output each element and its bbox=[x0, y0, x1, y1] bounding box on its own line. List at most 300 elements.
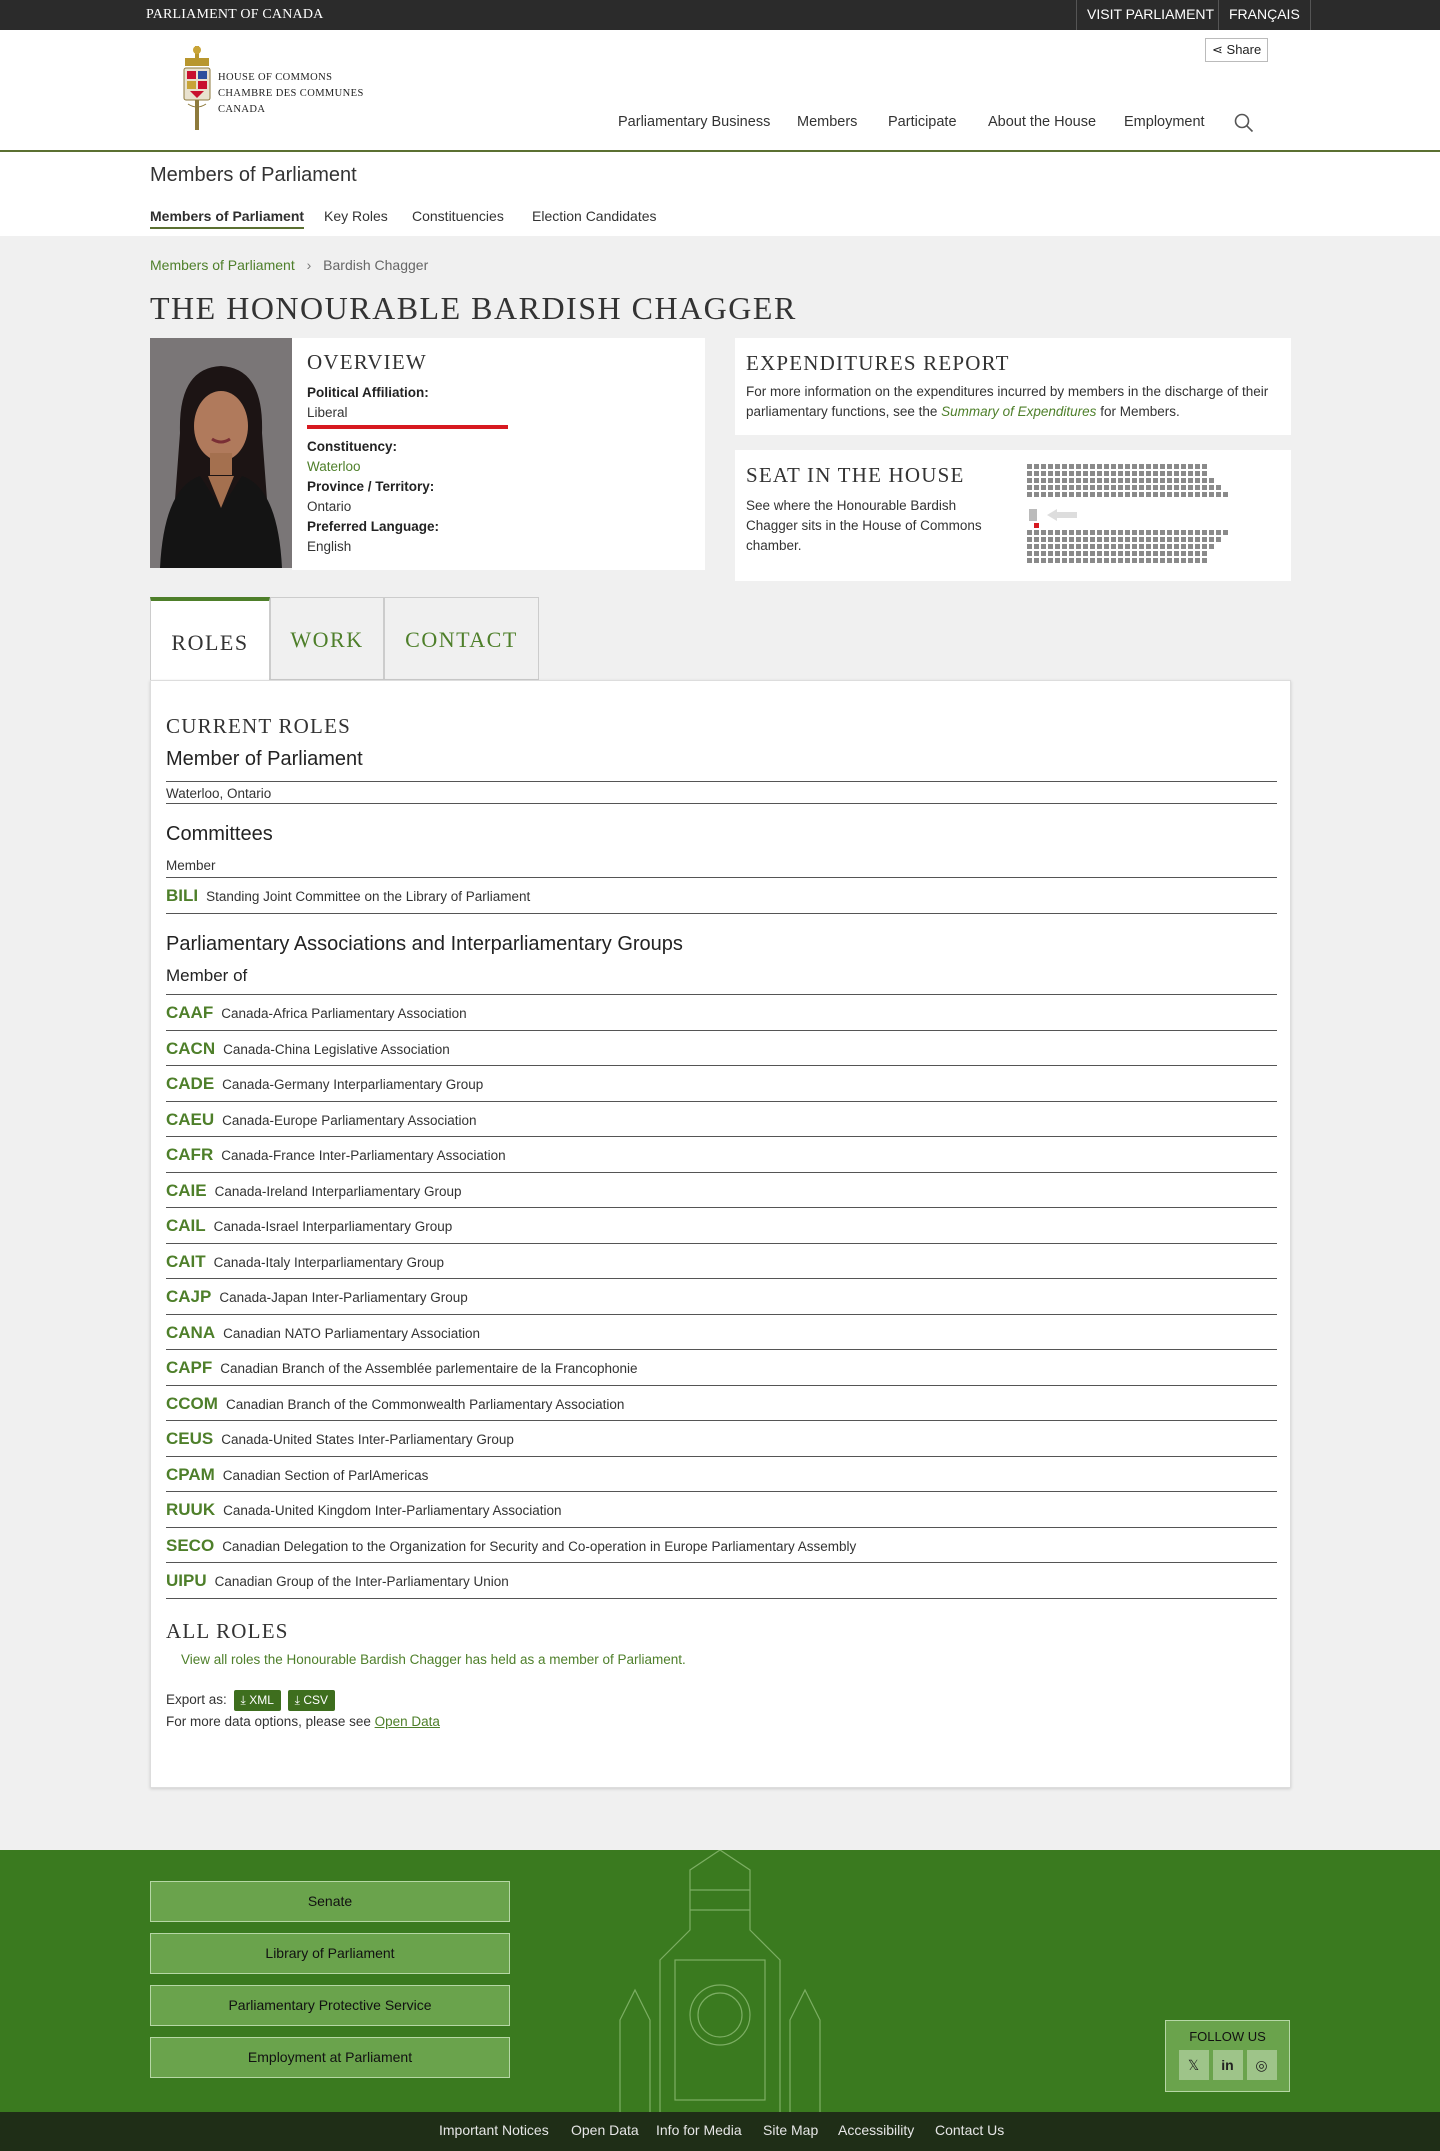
seat bbox=[1111, 478, 1116, 483]
association-row bbox=[166, 1386, 1277, 1422]
association-name: Canada-Italy Interparliamentary Group bbox=[213, 1254, 445, 1270]
footer-important-notices[interactable]: Important Notices bbox=[439, 2122, 549, 2138]
seat bbox=[1062, 537, 1067, 542]
seat bbox=[1027, 530, 1032, 535]
seat bbox=[1202, 551, 1207, 556]
seat bbox=[1188, 537, 1193, 542]
seat bbox=[1125, 551, 1130, 556]
export-xml-button[interactable] bbox=[234, 1690, 281, 1711]
association-code[interactable]: CEUS bbox=[166, 1429, 214, 1448]
seat bbox=[1055, 537, 1060, 542]
association-code[interactable]: CAAF bbox=[166, 1003, 214, 1022]
seat bbox=[1188, 544, 1193, 549]
association-name: Canada-France Inter-Parliamentary Association bbox=[221, 1148, 506, 1163]
seat bbox=[1062, 464, 1067, 469]
seat bbox=[1048, 537, 1053, 542]
seat bbox=[1083, 551, 1088, 556]
seat bbox=[1125, 464, 1130, 469]
logo-line-2: CHAMBRE DES COMMUNES bbox=[218, 88, 364, 99]
seat bbox=[1139, 558, 1144, 563]
seat bbox=[1153, 544, 1158, 549]
seat bbox=[1097, 464, 1102, 469]
export-csv-button[interactable] bbox=[288, 1690, 335, 1711]
seat bbox=[1034, 471, 1039, 476]
committee-name: Standing Joint Committee on the Library of Parliament bbox=[206, 889, 531, 904]
seat bbox=[1195, 485, 1200, 490]
section-title: Members of Parliament bbox=[150, 164, 357, 186]
association-name: Canadian Group of the Inter-Parliamentary Union bbox=[214, 1574, 509, 1589]
seat bbox=[1041, 537, 1046, 542]
seat bbox=[1132, 558, 1137, 563]
association-code[interactable]: CAPF bbox=[166, 1358, 213, 1377]
seat bbox=[1055, 492, 1060, 497]
association-code[interactable]: CPAM bbox=[166, 1464, 215, 1484]
roles-panel bbox=[150, 680, 1291, 1788]
seat bbox=[1202, 478, 1207, 483]
share-icon: ⋖ bbox=[1212, 42, 1223, 57]
seat bbox=[1034, 492, 1039, 497]
peace-tower-illustration bbox=[590, 1850, 850, 2112]
francais-link[interactable]: FRANÇAIS bbox=[1218, 0, 1311, 30]
nav-participate[interactable]: Participate bbox=[888, 114, 957, 130]
seat bbox=[1090, 464, 1095, 469]
footer-bottom-bar bbox=[0, 2112, 1440, 2151]
house-of-commons-logo[interactable] bbox=[180, 44, 400, 136]
party-color-bar bbox=[307, 425, 508, 429]
seat bbox=[1062, 544, 1067, 549]
seat bbox=[1048, 558, 1053, 563]
seat bbox=[1146, 464, 1151, 469]
seat bbox=[1125, 537, 1130, 542]
seat bbox=[1209, 485, 1214, 490]
seat bbox=[1034, 551, 1039, 556]
seat bbox=[1118, 537, 1123, 542]
seat bbox=[1160, 492, 1165, 497]
seat bbox=[1188, 464, 1193, 469]
logo-line-3: CANADA bbox=[218, 104, 266, 115]
seat bbox=[1209, 530, 1214, 535]
seat bbox=[1083, 464, 1088, 469]
nav-parliamentary-business[interactable]: Parliamentary Business bbox=[618, 114, 771, 130]
seat bbox=[1125, 544, 1130, 549]
association-code[interactable]: CAJP bbox=[166, 1287, 212, 1306]
seat bbox=[1188, 478, 1193, 483]
tab-work[interactable]: WORK bbox=[270, 597, 384, 680]
seat bbox=[1090, 537, 1095, 542]
seat bbox=[1216, 485, 1221, 490]
seat bbox=[1202, 464, 1207, 469]
subnav-constituencies[interactable]: Constituencies bbox=[412, 208, 504, 224]
footer-accessibility[interactable]: Accessibility bbox=[838, 2122, 915, 2138]
seat bbox=[1069, 478, 1074, 483]
seat bbox=[1174, 485, 1179, 490]
seat bbox=[1160, 551, 1165, 556]
footer-contact-us[interactable]: Contact Us bbox=[935, 2122, 1005, 2138]
export-label: Export as: bbox=[166, 1692, 227, 1707]
seat bbox=[1062, 558, 1067, 563]
seat bbox=[1188, 471, 1193, 476]
tab-contact[interactable]: CONTACT bbox=[384, 597, 539, 680]
seat bbox=[1153, 485, 1158, 490]
seat bbox=[1188, 558, 1193, 563]
seat bbox=[1041, 530, 1046, 535]
overview-heading: OVERVIEW bbox=[307, 350, 427, 374]
constituency-link[interactable]: Waterloo bbox=[307, 459, 361, 474]
seat bbox=[1111, 537, 1116, 542]
seat bbox=[1055, 485, 1060, 490]
association-name: Canada-Africa Parliamentary Association bbox=[221, 1006, 467, 1021]
expenditures-text-after: for Members. bbox=[1096, 404, 1180, 419]
seat bbox=[1209, 492, 1214, 497]
seat bbox=[1048, 478, 1053, 483]
seat bbox=[1202, 544, 1207, 549]
association-code[interactable]: CAIE bbox=[166, 1180, 207, 1200]
seat bbox=[1139, 530, 1144, 535]
seat bbox=[1202, 471, 1207, 476]
seat bbox=[1083, 537, 1088, 542]
seat bbox=[1083, 544, 1088, 549]
seat bbox=[1055, 544, 1060, 549]
seat bbox=[1041, 485, 1046, 490]
association-row bbox=[166, 1031, 1277, 1067]
nav-employment[interactable]: Employment bbox=[1124, 114, 1205, 130]
footer-open-data[interactable]: Open Data bbox=[571, 2122, 639, 2138]
visit-parliament-link[interactable]: VISIT PARLIAMENT bbox=[1076, 0, 1224, 30]
seat bbox=[1118, 492, 1123, 497]
seat bbox=[1195, 558, 1200, 563]
footer-protective-service-link[interactable]: Parliamentary Protective Service bbox=[150, 1985, 510, 2026]
seat bbox=[1167, 558, 1172, 563]
seat bbox=[1104, 492, 1109, 497]
seat bbox=[1076, 492, 1081, 497]
seat bbox=[1146, 558, 1151, 563]
seat-text: See where the Honourable Bardish Chagger sits in the House of Commons chamber. bbox=[746, 498, 982, 553]
share-button[interactable] bbox=[1205, 38, 1268, 62]
seat bbox=[1181, 544, 1186, 549]
seat bbox=[1202, 492, 1207, 497]
subnav-election-candidates[interactable]: Election Candidates bbox=[532, 208, 657, 224]
seat bbox=[1097, 537, 1102, 542]
association-row bbox=[166, 1102, 1277, 1138]
seat bbox=[1076, 478, 1081, 483]
seat bbox=[1027, 558, 1032, 563]
seat bbox=[1097, 471, 1102, 476]
x-icon[interactable]: 𝕏 bbox=[1179, 2050, 1209, 2080]
seat bbox=[1181, 492, 1186, 497]
association-code[interactable]: CANA bbox=[166, 1322, 216, 1342]
seat bbox=[1202, 485, 1207, 490]
seat bbox=[1111, 464, 1116, 469]
seat bbox=[1195, 471, 1200, 476]
committees-sub: Member bbox=[166, 856, 1277, 878]
seat bbox=[1111, 530, 1116, 535]
seat bbox=[1125, 485, 1130, 490]
coat-of-arms-icon bbox=[180, 44, 214, 136]
seat bbox=[1027, 485, 1032, 490]
seat bbox=[1111, 485, 1116, 490]
seat bbox=[1202, 537, 1207, 542]
seat bbox=[1048, 544, 1053, 549]
seat bbox=[1174, 471, 1179, 476]
seat bbox=[1209, 544, 1214, 549]
seat bbox=[1027, 471, 1032, 476]
seat bbox=[1041, 558, 1046, 563]
mp-heading: Member of Parliament bbox=[166, 748, 363, 770]
seat bbox=[1041, 471, 1046, 476]
association-row bbox=[166, 1173, 1277, 1209]
seat bbox=[1027, 492, 1032, 497]
open-data-link[interactable]: Open Data bbox=[374, 1714, 440, 1729]
seat bbox=[1027, 544, 1032, 549]
seat bbox=[1041, 464, 1046, 469]
seat bbox=[1146, 537, 1151, 542]
seat bbox=[1104, 471, 1109, 476]
seat bbox=[1104, 551, 1109, 556]
association-name: Canada-Germany Interparliamentary Group bbox=[222, 1077, 484, 1092]
seat bbox=[1139, 492, 1144, 497]
share-label: Share bbox=[1226, 42, 1262, 57]
seat-heading: SEAT IN THE HOUSE bbox=[746, 463, 965, 487]
seat bbox=[1034, 530, 1039, 535]
seat bbox=[1153, 530, 1158, 535]
seat bbox=[1062, 471, 1067, 476]
association-name: Canada-China Legislative Association bbox=[223, 1041, 450, 1057]
expenditures-text: For more information on the expenditures incurred by members in the discharge of their parliamentary functions, see the bbox=[746, 384, 1269, 419]
seat bbox=[1076, 485, 1081, 490]
nav-about-the-house[interactable]: About the House bbox=[988, 114, 1097, 130]
seat bbox=[1125, 530, 1130, 535]
seat bbox=[1097, 544, 1102, 549]
seat bbox=[1209, 478, 1214, 483]
association-name: Canada-United Kingdom Inter-Parliamentary Association bbox=[223, 1503, 562, 1518]
top-bar bbox=[0, 0, 1440, 30]
seat bbox=[1181, 471, 1186, 476]
chevron-right-icon: › bbox=[306, 257, 312, 273]
seat bbox=[1132, 485, 1137, 490]
seat bbox=[1076, 537, 1081, 542]
subnav-members-of-parliament[interactable]: Members of Parliament bbox=[150, 208, 304, 229]
seat bbox=[1048, 492, 1053, 497]
download-icon: ⤓ bbox=[240, 1693, 246, 1707]
footer-senate-link[interactable]: Senate bbox=[150, 1881, 510, 1922]
seat bbox=[1034, 544, 1039, 549]
seat bbox=[1097, 485, 1102, 490]
seat bbox=[1034, 558, 1039, 563]
all-roles-link[interactable]: View all roles the Honourable Bardish Chagger has held as a member of Parliament. bbox=[181, 1652, 686, 1667]
seat bbox=[1181, 558, 1186, 563]
association-row bbox=[166, 1421, 1277, 1457]
tab-roles[interactable]: ROLES bbox=[150, 597, 270, 681]
seat bbox=[1111, 544, 1116, 549]
speaker-chair bbox=[1029, 509, 1037, 521]
download-icon: ⤓ bbox=[294, 1693, 300, 1707]
seat bbox=[1069, 471, 1074, 476]
province-value: Ontario bbox=[307, 499, 352, 514]
seat bbox=[1055, 464, 1060, 469]
seat bbox=[1104, 478, 1109, 483]
seat bbox=[1195, 530, 1200, 535]
seat bbox=[1076, 551, 1081, 556]
association-code[interactable]: UIPU bbox=[166, 1571, 207, 1590]
expenditures-card bbox=[735, 338, 1291, 435]
seat bbox=[1027, 537, 1032, 542]
seat bbox=[1202, 558, 1207, 563]
subnav-key-roles[interactable]: Key Roles bbox=[324, 208, 388, 224]
association-code[interactable]: SECO bbox=[166, 1535, 215, 1555]
seat bbox=[1090, 544, 1095, 549]
seat bbox=[1048, 551, 1053, 556]
seat bbox=[1111, 492, 1116, 497]
association-row bbox=[166, 995, 1277, 1031]
seat bbox=[1139, 537, 1144, 542]
association-code[interactable]: CAIT bbox=[166, 1251, 206, 1271]
seat bbox=[1090, 478, 1095, 483]
seat bbox=[1111, 551, 1116, 556]
language-label: Preferred Language: bbox=[307, 519, 440, 534]
seat bbox=[1132, 471, 1137, 476]
seat bbox=[1090, 558, 1095, 563]
seat bbox=[1132, 551, 1137, 556]
seat bbox=[1195, 537, 1200, 542]
seat bbox=[1097, 478, 1102, 483]
seat bbox=[1055, 471, 1060, 476]
seat bbox=[1167, 551, 1172, 556]
parliament-of-canada-label[interactable]: PARLIAMENT OF CANADA bbox=[146, 7, 324, 22]
seat bbox=[1118, 544, 1123, 549]
seat bbox=[1083, 558, 1088, 563]
seat bbox=[1083, 478, 1088, 483]
province-label: Province / Territory: bbox=[307, 479, 435, 494]
seat bbox=[1174, 464, 1179, 469]
page-title: THE HONOURABLE BARDISH CHAGGER bbox=[150, 290, 797, 326]
seat bbox=[1223, 530, 1228, 535]
seat bbox=[1153, 492, 1158, 497]
follow-us-box bbox=[1165, 2020, 1290, 2092]
search-icon[interactable] bbox=[1234, 113, 1254, 133]
seat bbox=[1167, 530, 1172, 535]
seat bbox=[1069, 464, 1074, 469]
association-code[interactable]: RUUK bbox=[166, 1500, 216, 1519]
associations-sub: Member of bbox=[166, 966, 248, 985]
seat bbox=[1160, 485, 1165, 490]
seat bbox=[1132, 544, 1137, 549]
seat bbox=[1097, 551, 1102, 556]
seat bbox=[1034, 537, 1039, 542]
seat bbox=[1132, 530, 1137, 535]
seat bbox=[1090, 471, 1095, 476]
association-code[interactable]: CADE bbox=[166, 1074, 215, 1093]
association-code[interactable]: CACN bbox=[166, 1038, 216, 1058]
seat bbox=[1188, 492, 1193, 497]
breadcrumb-members-link[interactable]: Members of Parliament bbox=[150, 257, 295, 273]
committee-code[interactable]: BILI bbox=[166, 886, 199, 905]
seat bbox=[1027, 478, 1032, 483]
seat bbox=[1216, 530, 1221, 535]
association-row bbox=[166, 1457, 1277, 1493]
seat bbox=[1125, 558, 1130, 563]
seat bbox=[1195, 464, 1200, 469]
seat bbox=[1167, 478, 1172, 483]
association-row bbox=[166, 1137, 1277, 1173]
seat bbox=[1090, 530, 1095, 535]
seat-map[interactable] bbox=[1027, 462, 1257, 572]
seat bbox=[1216, 492, 1221, 497]
association-name: Canadian Delegation to the Organization for Security and Co-operation in Europe Parliamentary Assembly bbox=[222, 1538, 857, 1554]
seat bbox=[1223, 492, 1228, 497]
site-header bbox=[0, 30, 1440, 152]
seat bbox=[1118, 478, 1123, 483]
seat bbox=[1125, 478, 1130, 483]
seat bbox=[1055, 558, 1060, 563]
expenditures-heading: EXPENDITURES REPORT bbox=[746, 351, 1010, 375]
seat bbox=[1160, 478, 1165, 483]
seat bbox=[1195, 478, 1200, 483]
footer-library-link[interactable]: Library of Parliament bbox=[150, 1933, 510, 1974]
seat bbox=[1132, 464, 1137, 469]
seat bbox=[1062, 485, 1067, 490]
committee-row bbox=[166, 878, 1277, 914]
association-row bbox=[166, 1492, 1277, 1528]
committees-heading: Committees bbox=[166, 823, 273, 845]
nav-members[interactable]: Members bbox=[797, 114, 858, 130]
association-name: Canada-Japan Inter-Parliamentary Group bbox=[219, 1290, 468, 1305]
association-code[interactable]: CAIL bbox=[166, 1216, 206, 1235]
seat bbox=[1027, 464, 1032, 469]
seat bbox=[1181, 485, 1186, 490]
association-code[interactable]: CCOM bbox=[166, 1393, 218, 1413]
footer-employment-link[interactable]: Employment at Parliament bbox=[150, 2037, 510, 2078]
seat bbox=[1069, 558, 1074, 563]
export-xml-label: XML bbox=[249, 1693, 274, 1707]
seat bbox=[1132, 478, 1137, 483]
seat bbox=[1097, 558, 1102, 563]
association-name: Canada-Europe Parliamentary Association bbox=[222, 1112, 477, 1128]
seat bbox=[1076, 471, 1081, 476]
seat bbox=[1111, 558, 1116, 563]
seat bbox=[1167, 492, 1172, 497]
linkedin-icon[interactable]: in bbox=[1213, 2050, 1243, 2080]
seat bbox=[1160, 537, 1165, 542]
seat bbox=[1048, 530, 1053, 535]
seat-card bbox=[735, 450, 1291, 581]
seat bbox=[1083, 492, 1088, 497]
seat bbox=[1216, 537, 1221, 542]
footer-info-for-media[interactable]: Info for Media bbox=[656, 2122, 742, 2138]
seat bbox=[1188, 551, 1193, 556]
seat bbox=[1146, 471, 1151, 476]
seat bbox=[1195, 492, 1200, 497]
seat bbox=[1118, 464, 1123, 469]
breadcrumb bbox=[150, 257, 428, 273]
member-seat bbox=[1034, 523, 1039, 528]
instagram-icon[interactable]: ◎ bbox=[1247, 2050, 1277, 2080]
footer-site-map[interactable]: Site Map bbox=[763, 2122, 819, 2138]
table-arrow-icon bbox=[1047, 509, 1077, 521]
seat bbox=[1118, 551, 1123, 556]
seat bbox=[1034, 478, 1039, 483]
association-row bbox=[166, 1279, 1277, 1315]
summary-of-expenditures-link[interactable]: Summary of Expenditures bbox=[941, 404, 1097, 419]
seat bbox=[1160, 544, 1165, 549]
seat bbox=[1048, 464, 1053, 469]
association-code[interactable]: CAFR bbox=[166, 1145, 214, 1164]
export-csv-label: CSV bbox=[303, 1693, 328, 1707]
seat bbox=[1034, 464, 1039, 469]
seat bbox=[1104, 464, 1109, 469]
seat bbox=[1069, 485, 1074, 490]
seat bbox=[1118, 485, 1123, 490]
association-code[interactable]: CAEU bbox=[166, 1109, 215, 1129]
